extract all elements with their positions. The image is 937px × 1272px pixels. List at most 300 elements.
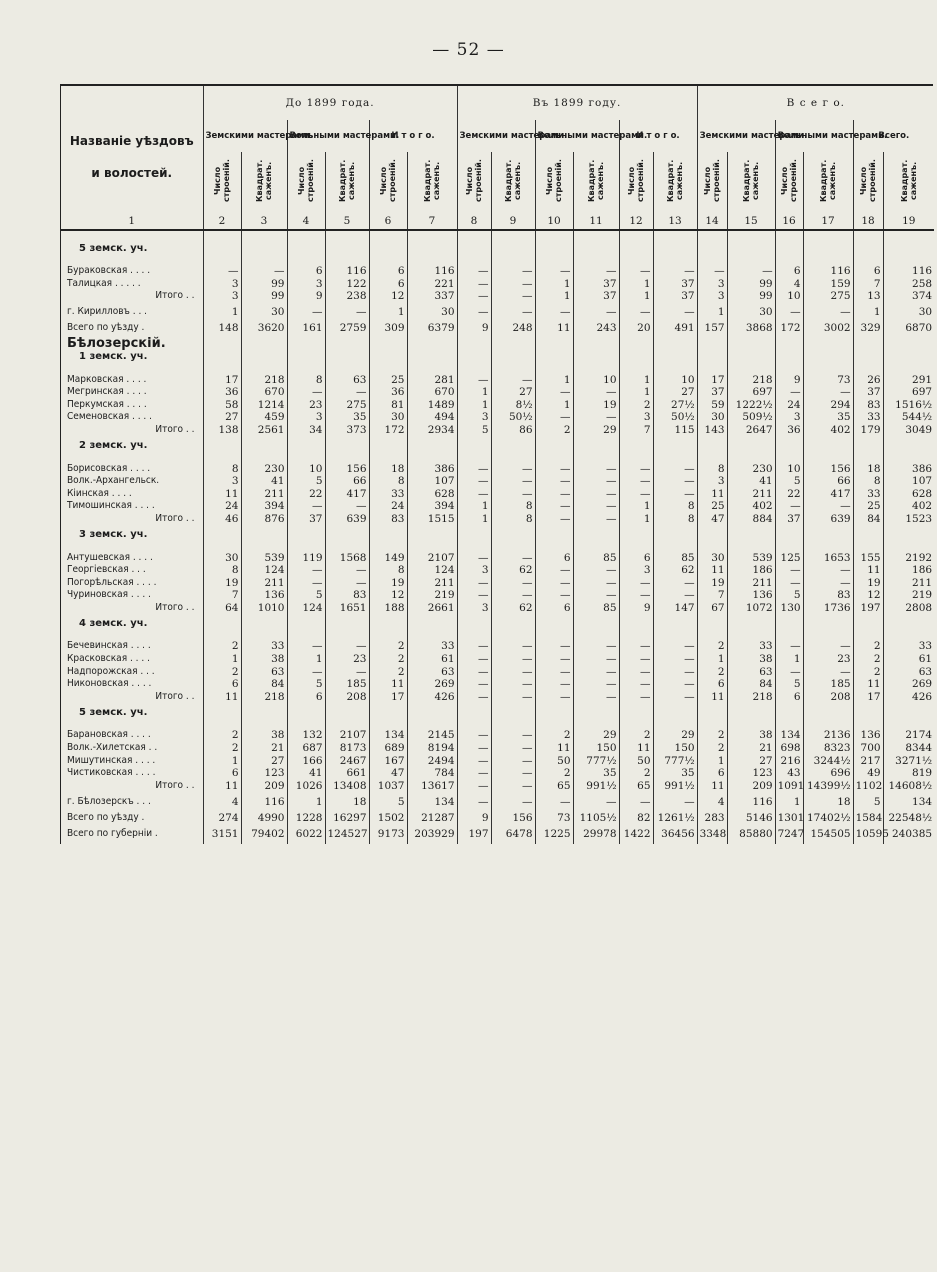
total-row [61, 306, 934, 322]
value-cell: 10 [653, 374, 697, 387]
row-name: 3 земск. уч. [79, 528, 148, 540]
value-cell: — [287, 500, 325, 513]
value-cell: 134 [407, 796, 457, 812]
value-cell: — [535, 513, 573, 529]
value-cell [203, 618, 241, 631]
value-cell [457, 529, 491, 542]
value-cell: 11 [535, 742, 573, 755]
value-cell: 2 [535, 729, 573, 742]
value-cell: 24 [775, 399, 803, 412]
value-cell: 3151 [203, 828, 241, 844]
value-cell: 179 [853, 424, 883, 440]
spacer-cell [653, 719, 697, 729]
value-cell: 3 [203, 475, 241, 488]
subheader-free: Вольными мастерами. [287, 120, 369, 152]
value-cell [287, 618, 325, 631]
spacer-cell [491, 630, 535, 640]
value-cell: 386 [883, 463, 934, 476]
value-cell [535, 707, 573, 720]
value-cell: 1 [697, 755, 727, 768]
spacer-cell [407, 719, 457, 729]
header-area-label: Квадрат. саженъ. [899, 159, 918, 203]
spacer-cell [369, 230, 407, 243]
value-cell: 99 [727, 278, 775, 291]
value-cell: 2 [697, 666, 727, 679]
value-cell: 402 [803, 424, 853, 440]
spacer-cell [853, 230, 883, 243]
value-cell: 3 [619, 411, 653, 424]
value-cell: 116 [241, 796, 287, 812]
value-cell: — [457, 729, 491, 742]
value-cell [325, 351, 369, 364]
value-cell: 63 [883, 666, 934, 679]
value-cell: 1 [619, 278, 653, 291]
value-cell: 5 [287, 678, 325, 691]
value-cell: 6 [619, 552, 653, 565]
value-cell [535, 440, 573, 453]
value-cell: — [457, 306, 491, 322]
spacer-cell [653, 230, 697, 243]
value-cell: 63 [241, 666, 287, 679]
spacer-cell [325, 364, 369, 374]
value-cell: 66 [325, 475, 369, 488]
value-cell: 218 [241, 691, 287, 707]
value-cell [407, 440, 457, 453]
value-cell [653, 243, 697, 256]
value-cell: 115 [653, 424, 697, 440]
value-cell [241, 440, 287, 453]
value-cell: 2 [697, 742, 727, 755]
spacer-cell [241, 542, 287, 552]
value-cell: 41 [287, 767, 325, 780]
value-cell [697, 529, 727, 542]
value-cell: 1568 [325, 552, 369, 565]
value-cell: 1 [697, 653, 727, 666]
value-cell: 5 [853, 796, 883, 812]
value-cell: 8 [287, 374, 325, 387]
value-cell [203, 707, 241, 720]
spacer-cell [61, 719, 203, 729]
value-cell [853, 243, 883, 256]
total-row [61, 828, 934, 844]
section-row [61, 529, 934, 542]
value-cell: 1 [775, 653, 803, 666]
value-cell: 2 [369, 666, 407, 679]
value-cell: 459 [241, 411, 287, 424]
table-row [61, 500, 934, 513]
spacer-cell [61, 255, 203, 265]
value-cell [491, 338, 535, 351]
value-cell: 291 [883, 374, 934, 387]
value-cell: 30 [883, 306, 934, 322]
value-cell: 687 [287, 742, 325, 755]
value-cell [653, 338, 697, 351]
value-cell: 37 [653, 278, 697, 291]
table-row [61, 463, 934, 476]
row-name: Итого . . [155, 779, 195, 791]
spacer-cell [203, 255, 241, 265]
value-cell: 8173 [325, 742, 369, 755]
spacer-cell [853, 255, 883, 265]
value-cell: 29 [653, 729, 697, 742]
value-cell: 3049 [883, 424, 934, 440]
spacer-cell [203, 453, 241, 463]
value-cell: 698 [775, 742, 803, 755]
row-name: Кіинская . . . . [67, 487, 132, 499]
spacer-cell [619, 542, 653, 552]
total-row [61, 812, 934, 828]
value-cell: 17 [697, 374, 727, 387]
column-number: 4 [287, 214, 325, 230]
value-cell: 1515 [407, 513, 457, 529]
value-cell: 209 [241, 780, 287, 796]
column-number: 13 [653, 214, 697, 230]
value-cell [883, 440, 934, 453]
value-cell: 47 [697, 513, 727, 529]
value-cell: 167 [369, 755, 407, 768]
value-cell: 2 [697, 729, 727, 742]
value-cell: 6 [203, 678, 241, 691]
value-cell: 230 [727, 463, 775, 476]
header-area-label: Квадрат. саженъ. [819, 159, 838, 203]
row-name: Итого . . [155, 690, 195, 702]
value-cell [775, 243, 803, 256]
header-area-cell [491, 152, 535, 214]
value-cell [241, 618, 287, 631]
value-cell: 29 [573, 729, 619, 742]
header-area-label: Квадрат. саженъ. [423, 159, 441, 203]
value-cell [325, 440, 369, 453]
value-cell [491, 707, 535, 720]
value-cell [573, 529, 619, 542]
total-row [61, 602, 934, 618]
value-cell: — [491, 780, 535, 796]
value-cell: 1 [287, 653, 325, 666]
spacer-cell [883, 630, 934, 640]
value-cell [535, 529, 573, 542]
value-cell: 23 [287, 399, 325, 412]
header-count-label: Число строеній. [859, 159, 878, 203]
value-cell: 35 [653, 767, 697, 780]
value-cell: — [619, 488, 653, 501]
value-cell: 19 [697, 577, 727, 590]
header-count-label: Число строеній. [213, 159, 231, 203]
value-cell: 6 [287, 691, 325, 707]
value-cell: — [653, 265, 697, 278]
value-cell: 147 [653, 602, 697, 618]
spacer-row [61, 453, 934, 463]
table-body [61, 230, 934, 844]
value-cell: 2 [203, 666, 241, 679]
value-cell [287, 440, 325, 453]
value-cell [287, 351, 325, 364]
value-cell: 2 [535, 767, 573, 780]
column-number: 10 [535, 214, 573, 230]
value-cell: 7 [619, 424, 653, 440]
value-cell: — [619, 640, 653, 653]
value-cell: — [457, 640, 491, 653]
value-cell: 116 [727, 796, 775, 812]
value-cell: 49 [853, 767, 883, 780]
row-name: 1 земск. уч. [79, 350, 148, 362]
value-cell: 41 [241, 475, 287, 488]
value-cell: 107 [407, 475, 457, 488]
value-cell: 25 [369, 374, 407, 387]
value-cell: 37 [853, 386, 883, 399]
value-cell [853, 440, 883, 453]
value-cell: 219 [407, 589, 457, 602]
spacer-cell [883, 719, 934, 729]
spacer-cell [287, 542, 325, 552]
value-cell: 1736 [803, 602, 853, 618]
row-name: Итого . . [155, 290, 195, 302]
value-cell [457, 243, 491, 256]
value-cell [803, 351, 853, 364]
value-cell: 134 [369, 729, 407, 742]
value-cell: 2808 [883, 602, 934, 618]
spacer-cell [697, 230, 727, 243]
value-cell: 216 [775, 755, 803, 768]
spacer-cell [653, 453, 697, 463]
total-row [61, 322, 934, 338]
spacer-cell [203, 719, 241, 729]
value-cell: 639 [325, 513, 369, 529]
spacer-row [61, 719, 934, 729]
value-cell: 8 [369, 475, 407, 488]
value-cell: 5146 [727, 812, 775, 828]
value-cell: 5 [369, 796, 407, 812]
spacer-cell [535, 255, 573, 265]
value-cell: — [457, 796, 491, 812]
value-cell: — [491, 666, 535, 679]
spacer-cell [61, 542, 203, 552]
value-cell: 22548½ [883, 812, 934, 828]
value-cell: 10595 [853, 828, 883, 844]
spacer-cell [369, 630, 407, 640]
spacer-cell [727, 719, 775, 729]
value-cell: 7 [697, 589, 727, 602]
value-cell: 1653 [803, 552, 853, 565]
value-cell: 136 [241, 589, 287, 602]
value-cell: 21287 [407, 812, 457, 828]
value-cell: 2 [853, 666, 883, 679]
value-cell: 36 [203, 386, 241, 399]
spacer-cell [457, 364, 491, 374]
spacer-cell [457, 630, 491, 640]
spacer-cell [407, 364, 457, 374]
value-cell: 1 [853, 306, 883, 322]
value-cell [491, 529, 535, 542]
value-cell: — [491, 552, 535, 565]
value-cell [535, 351, 573, 364]
value-cell: 11 [697, 564, 727, 577]
value-cell [727, 338, 775, 351]
column-number: 3 [241, 214, 287, 230]
value-cell [491, 243, 535, 256]
table-row [61, 640, 934, 653]
value-cell: 281 [407, 374, 457, 387]
row-name: Антушевская . . . . [67, 551, 153, 563]
value-cell: 208 [803, 691, 853, 707]
value-cell: — [535, 463, 573, 476]
header-count-cell [203, 152, 241, 214]
value-cell: — [325, 640, 369, 653]
spacer-cell [241, 255, 287, 265]
header-count-cell [619, 152, 653, 214]
value-cell: 11 [697, 780, 727, 796]
column-number: 2 [203, 214, 241, 230]
value-cell: 62 [653, 564, 697, 577]
value-cell: — [491, 796, 535, 812]
value-cell: — [653, 666, 697, 679]
value-cell: 9 [775, 374, 803, 387]
value-cell: 2174 [883, 729, 934, 742]
value-cell: 25 [853, 500, 883, 513]
value-cell: 1 [619, 290, 653, 306]
value-cell: 1301 [775, 812, 803, 828]
value-cell: — [535, 306, 573, 322]
value-cell [653, 351, 697, 364]
value-cell: — [491, 306, 535, 322]
value-cell: 46 [203, 513, 241, 529]
column-number: 12 [619, 214, 653, 230]
header-area-cell [407, 152, 457, 214]
spacer-cell [573, 719, 619, 729]
spacer-cell [619, 719, 653, 729]
value-cell: 1516½ [883, 399, 934, 412]
value-cell: 66 [803, 475, 853, 488]
value-cell: — [491, 374, 535, 387]
value-cell [803, 618, 853, 631]
value-cell: — [803, 564, 853, 577]
value-cell [775, 338, 803, 351]
value-cell: — [535, 475, 573, 488]
value-cell: 18 [853, 463, 883, 476]
spacer-cell [727, 364, 775, 374]
value-cell: 1 [775, 796, 803, 812]
value-cell [241, 529, 287, 542]
value-cell: 2136 [803, 729, 853, 742]
value-cell [727, 440, 775, 453]
value-cell: 6 [369, 278, 407, 291]
spacer-cell [697, 255, 727, 265]
value-cell: — [535, 386, 573, 399]
value-cell [853, 618, 883, 631]
value-cell: — [653, 463, 697, 476]
value-cell: 211 [727, 488, 775, 501]
spacer-cell [573, 255, 619, 265]
spacer-cell [853, 453, 883, 463]
spacer-cell [853, 542, 883, 552]
value-cell: 3 [287, 411, 325, 424]
value-cell: 30 [203, 552, 241, 565]
spacer-row [61, 364, 934, 374]
value-cell: 33 [241, 640, 287, 653]
value-cell [203, 243, 241, 256]
spacer-cell [803, 230, 853, 243]
value-cell: — [457, 577, 491, 590]
value-cell: 3271½ [883, 755, 934, 768]
row-name: Итого . . [155, 601, 195, 613]
value-cell: 1 [203, 653, 241, 666]
table-row [61, 577, 934, 590]
value-cell: 1 [457, 513, 491, 529]
value-cell [653, 618, 697, 631]
value-cell [325, 618, 369, 631]
spacer-cell [535, 719, 573, 729]
header-count-cell [775, 152, 803, 214]
value-cell [775, 707, 803, 720]
value-cell: 2192 [883, 552, 934, 565]
value-cell: — [573, 386, 619, 399]
value-cell: 64 [203, 602, 241, 618]
value-cell: 19 [853, 577, 883, 590]
header-count-label: Число строеній. [703, 159, 722, 203]
value-cell: — [203, 265, 241, 278]
value-cell: — [535, 500, 573, 513]
value-cell: 211 [883, 577, 934, 590]
value-cell: — [535, 411, 573, 424]
value-cell: — [287, 577, 325, 590]
value-cell: 35 [803, 411, 853, 424]
header-count-cell [697, 152, 727, 214]
value-cell: — [619, 653, 653, 666]
value-cell: 33 [883, 640, 934, 653]
spacer-cell [407, 453, 457, 463]
value-cell: 2 [535, 424, 573, 440]
value-cell: 3002 [803, 322, 853, 338]
value-cell: 21 [727, 742, 775, 755]
value-cell: — [491, 678, 535, 691]
value-cell: — [535, 564, 573, 577]
column-number: 5 [325, 214, 369, 230]
value-cell [883, 243, 934, 256]
value-cell: — [653, 589, 697, 602]
value-cell [883, 351, 934, 364]
row-name: Волк.-Хилетская . . [67, 742, 158, 754]
column-number: 9 [491, 214, 535, 230]
value-cell [241, 351, 287, 364]
value-cell: 34 [287, 424, 325, 440]
value-cell: — [457, 265, 491, 278]
value-cell: — [287, 640, 325, 653]
spacer-cell [203, 630, 241, 640]
value-cell: — [653, 691, 697, 707]
value-cell: 309 [369, 322, 407, 338]
value-cell [369, 529, 407, 542]
value-cell: 119 [287, 552, 325, 565]
spacer-cell [883, 453, 934, 463]
row-name: Тимошинская . . . . [67, 500, 155, 512]
value-cell [697, 618, 727, 631]
value-cell: 211 [241, 488, 287, 501]
value-cell: 27 [203, 411, 241, 424]
value-cell [727, 707, 775, 720]
row-name: Красковская . . . . [67, 653, 150, 665]
value-cell: 36456 [653, 828, 697, 844]
value-cell: 138 [203, 424, 241, 440]
value-cell [287, 529, 325, 542]
row-name: Перкумская . . . . [67, 398, 147, 410]
row-name: Надпорожская . . . [67, 665, 155, 677]
value-cell: 5 [775, 678, 803, 691]
value-cell [535, 338, 573, 351]
value-cell: 209 [727, 780, 775, 796]
header-count-label: Число строеній. [627, 159, 646, 203]
value-cell: 217 [853, 755, 883, 768]
value-cell [727, 618, 775, 631]
value-cell: 30 [369, 411, 407, 424]
